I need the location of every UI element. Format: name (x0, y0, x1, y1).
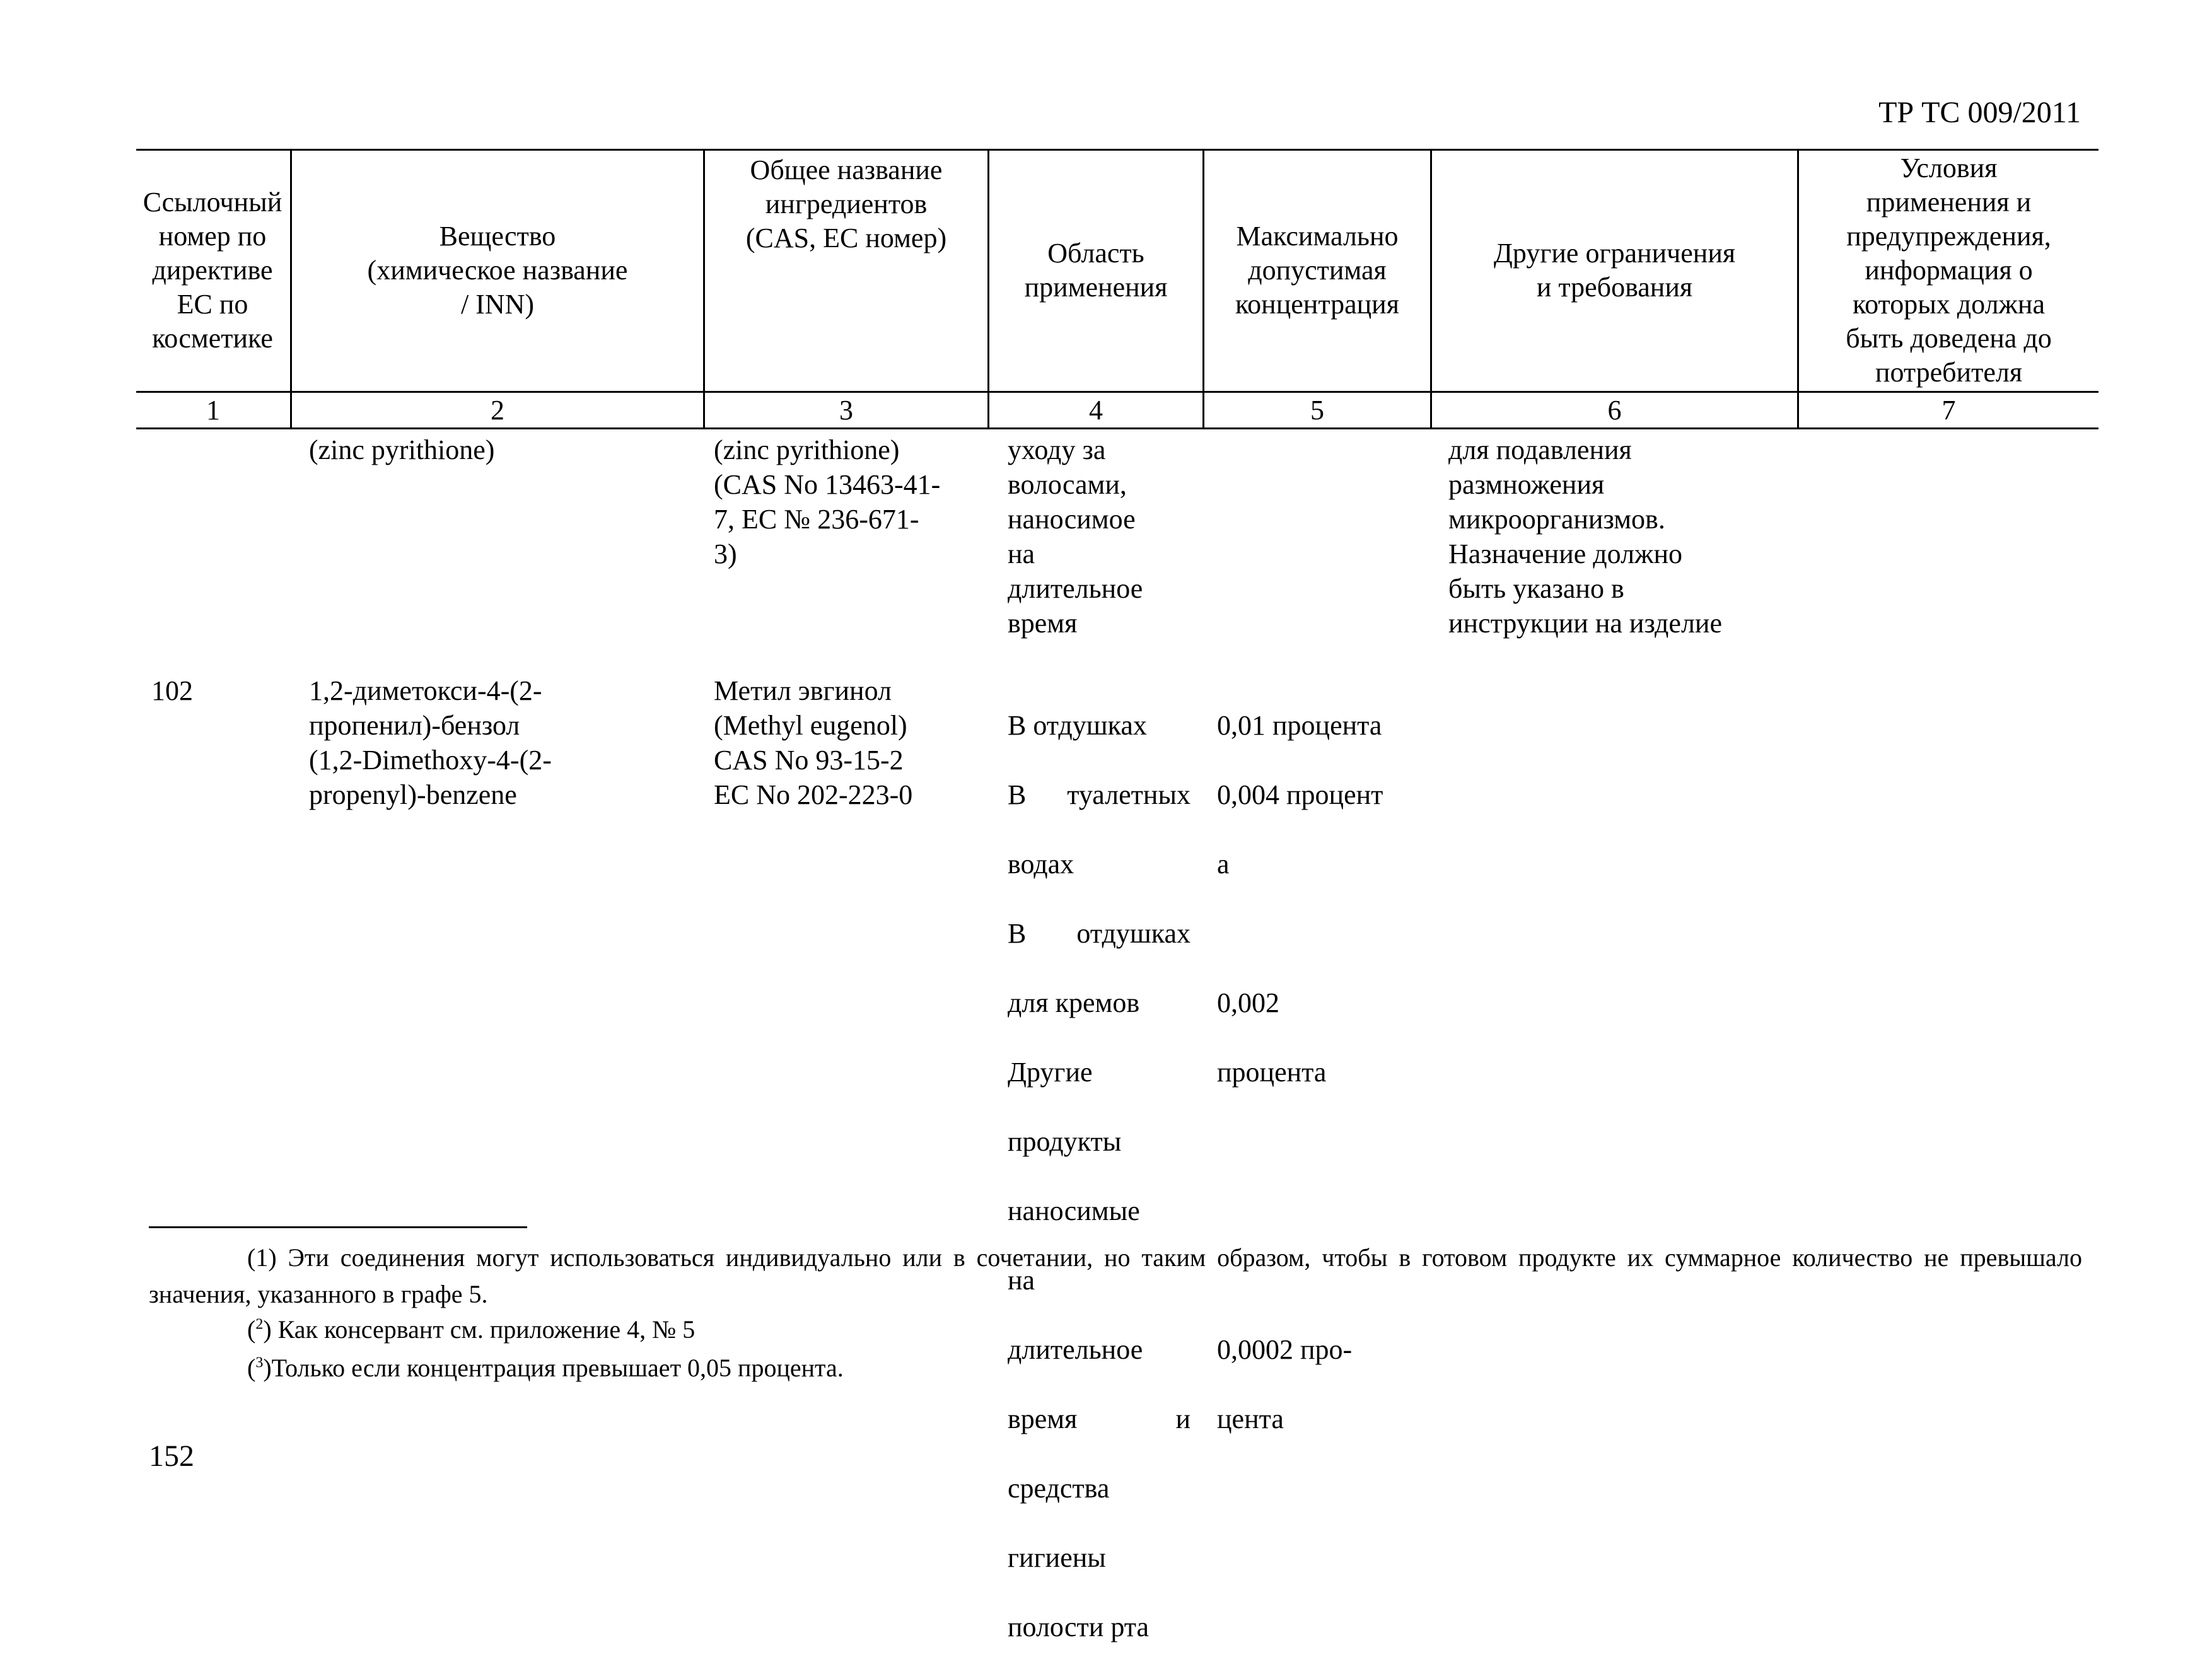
footnote-2-marker: 2 (255, 1316, 264, 1333)
page-number: 152 (149, 1439, 194, 1473)
footnote-3 (247, 1350, 2076, 1386)
area-line: время и (1008, 1403, 1190, 1434)
document-code: ТР ТС 009/2011 (1878, 96, 2081, 129)
column-number: 4 (1089, 395, 1103, 426)
column-number: 1 (206, 395, 220, 426)
cell-common-name: Метил эвгинол (Methyl eugenol) CAS No 93-15-2 EC No 202-223-0 (714, 675, 913, 810)
footnote-3-open: ( (247, 1354, 256, 1382)
header-max-concentration: Максимально допустимая концентрация (1235, 220, 1399, 320)
cell-common-name: (zinc pyrithione) (CAS No 13463-41- 7, EC № 236-671- 3) (714, 434, 941, 569)
header-conditions: Условия применения и предупреждения, информация о которых должна быть доведена до потребителя (1846, 152, 2052, 388)
footnote-separator (149, 1226, 527, 1228)
header-other-restrictions: Другие ограничения и требования (1493, 237, 1736, 303)
area-line: на (1008, 1265, 1035, 1296)
concentration-line: 0,004 процент (1217, 779, 1383, 810)
column-number: 3 (839, 395, 853, 426)
area-line: В туалетных (1008, 779, 1190, 810)
concentration-line (1217, 1124, 1425, 1159)
footnote-1: (1) Эти соединения могут использоваться индивидуально или в сочетании, но таким образом, чтобы в готовом продукте их суммарное количество не превышало значения, указанного в графе 5. (149, 1243, 2082, 1308)
area-line: средства (1008, 1473, 1110, 1504)
area-line: для кремов (1008, 987, 1140, 1018)
concentration-line (1217, 916, 1425, 951)
area-line: Другие (1008, 1057, 1093, 1088)
header-substance: Вещество (химическое название / INN) (367, 220, 628, 320)
cell-other-restrictions: для подавления размножения микроорганизмов. Назначение должно быть указано в инструкции на изделие (1448, 434, 1722, 639)
column-number: 5 (1310, 395, 1324, 426)
column-number: 6 (1607, 395, 1622, 426)
header-area: Область применения (1024, 237, 1168, 303)
cell-substance: 1,2-диметокси-4-(2- пропенил)-бензол (1,2-Dimethoxy-4-(2- propenyl)-benzene (309, 675, 552, 810)
column-number-rule (136, 427, 2098, 429)
area-line: В отдушках (1008, 918, 1190, 949)
column-number: 2 (491, 395, 504, 426)
concentration-line: 0,0002 про- (1217, 1334, 1353, 1365)
column-number: 7 (1941, 395, 1956, 426)
concentration-line: цента (1217, 1403, 1284, 1434)
cell-substance: (zinc pyrithione) (309, 434, 495, 465)
footnote-2-text: ) Как консервант см. приложение 4, № 5 (263, 1315, 696, 1344)
cell-area (1008, 673, 1190, 1679)
concentration-line: а (1217, 849, 1230, 880)
area-line: гигиены (1008, 1542, 1106, 1573)
cell-area: уходу за волосами, наносимое на длительное время (1008, 434, 1143, 639)
footnote-2 (247, 1311, 2076, 1348)
cell-ref-number: 102 (151, 675, 193, 706)
area-line: полости рта (1008, 1612, 1150, 1642)
footnote-2-open: ( (247, 1315, 256, 1344)
area-line: водах (1008, 849, 1074, 880)
area-line: В отдушках (1008, 710, 1147, 741)
concentration-line: 0,002 (1217, 987, 1279, 1018)
area-line: продукты (1008, 1126, 1122, 1157)
concentration-line: 0,01 процента (1217, 710, 1382, 741)
area-line: длительное (1008, 1334, 1143, 1365)
concentration-line (1217, 1194, 1425, 1228)
header-ref-number: Ссылочный номер по директиве ЕС по косметике (143, 186, 282, 354)
concentration-line: процента (1217, 1057, 1327, 1088)
footnote-3-text: )Только если концентрация превышает 0,05 процента. (263, 1354, 844, 1382)
header-common-name: Общее название ингредиентов (CAS, ЕС номер) (745, 154, 947, 253)
area-line: наносимые (1008, 1195, 1140, 1226)
footnote-3-marker: 3 (255, 1354, 264, 1371)
header-bottom-rule (136, 391, 2098, 393)
